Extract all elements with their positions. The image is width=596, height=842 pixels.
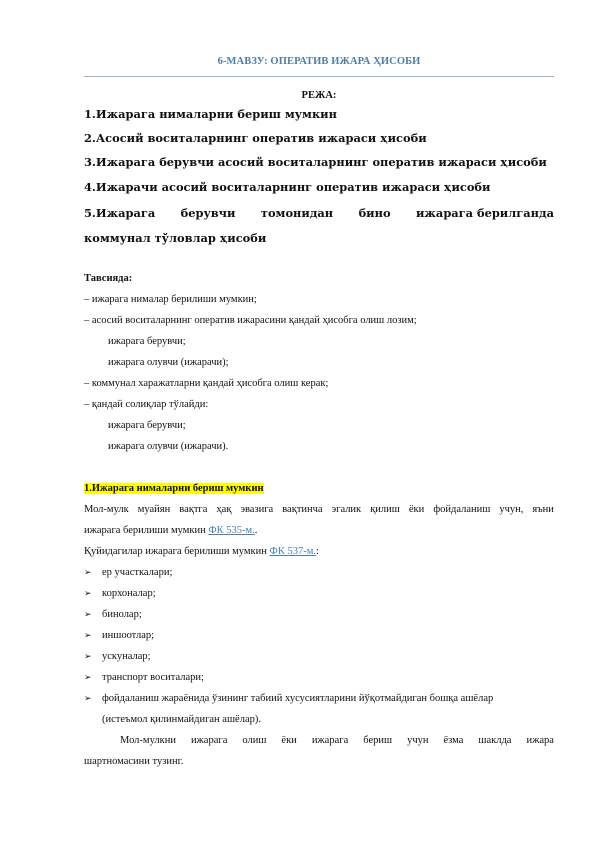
recommendation-subline: ижарага берувчи; bbox=[108, 336, 186, 347]
word: бериш bbox=[363, 735, 393, 746]
topic-title: 6-МАВЗУ: ОПЕРАТИВ ИЖАРА ҲИСОБИ bbox=[217, 56, 421, 67]
plan-item-5-word: бино bbox=[358, 206, 391, 220]
word: учун bbox=[407, 735, 429, 746]
list-item-text: иншоотлар; bbox=[102, 630, 155, 641]
list-item-text: транспорт воситалари; bbox=[102, 672, 204, 683]
word: ижарага bbox=[311, 735, 349, 746]
paragraph-2-text: Қуйидагилар ижарага берилиши мумкин bbox=[84, 546, 270, 557]
plan-item-4: 4.Ижарачи асосий воситаларнинг оператив ижараси ҳисоби bbox=[84, 180, 491, 194]
recommendations-heading: Тавсияда: bbox=[84, 273, 133, 284]
section-1-heading: 1.Ижарага нималарни бериш мумкин bbox=[84, 483, 264, 494]
section-1-heading-row bbox=[84, 483, 554, 494]
word: олиш bbox=[242, 735, 267, 746]
word: шаклда bbox=[478, 735, 512, 746]
word: ижара bbox=[526, 735, 554, 746]
word: фойдаланиш bbox=[433, 504, 491, 515]
word: Мол-мулк bbox=[84, 504, 129, 515]
arrow-bullet-icon: ➢ bbox=[84, 693, 92, 703]
list-item-text: ер участкалари; bbox=[102, 567, 173, 578]
word: яъни bbox=[532, 504, 554, 515]
civil-code-537-link[interactable]: ФК 537-м. bbox=[269, 546, 316, 557]
plan-item-5-continuation: коммунал тўловлар ҳисоби bbox=[84, 231, 267, 245]
recommendation-line: – ижарага нималар берилиши мумкин; bbox=[84, 294, 257, 305]
final-paragraph-line-2: шартномасини тузинг. bbox=[84, 756, 184, 767]
arrow-bullet-icon: ➢ bbox=[84, 588, 92, 598]
paragraph-1-text: ижарага берилиши мумкин bbox=[84, 525, 209, 536]
plan-heading: РЕЖА: bbox=[301, 90, 337, 101]
recommendation-line: – асосий воситаларнинг оператив ижарасини қандай ҳисобга олиш лозим; bbox=[84, 315, 417, 326]
list-item-continuation: (истеъмол қилинмайдиган ашёлар). bbox=[102, 714, 261, 725]
word: эвазига bbox=[240, 504, 274, 515]
list-item-text: ускуналар; bbox=[102, 651, 151, 662]
paragraph-2-suffix: : bbox=[315, 546, 319, 557]
plan-item-2: 2.Асосий воситаларнинг оператив ижараси ҳисоби bbox=[84, 131, 427, 145]
arrow-bullet-icon: ➢ bbox=[84, 567, 92, 577]
recommendation-subline: ижарага берувчи; bbox=[108, 420, 186, 431]
word: Мол-мулкни bbox=[120, 735, 176, 746]
arrow-bullet-icon: ➢ bbox=[84, 630, 92, 640]
recommendation-line: – коммунал харажатларни қандай ҳисобга олиш керак; bbox=[84, 378, 329, 389]
word: қилиш bbox=[370, 504, 400, 515]
arrow-bullet-icon: ➢ bbox=[84, 609, 92, 619]
word: ёки bbox=[408, 504, 425, 515]
word: эгалик bbox=[331, 504, 362, 515]
word: ёки bbox=[281, 735, 297, 746]
list-item-text: бинолар; bbox=[102, 609, 142, 620]
plan-item-1: 1.Ижарага нималарни бериш мумкин bbox=[84, 107, 337, 121]
list-item-text: корхоналар; bbox=[102, 588, 156, 599]
plan-item-5-word: 5.Ижарага bbox=[84, 206, 156, 220]
word: ижарага bbox=[190, 735, 228, 746]
arrow-bullet-icon: ➢ bbox=[84, 672, 92, 682]
plan-item-5 bbox=[84, 206, 554, 220]
final-paragraph-line-1 bbox=[120, 735, 554, 746]
paragraph-1-suffix: . bbox=[254, 525, 258, 536]
word: вақтинча bbox=[282, 504, 323, 515]
plan-item-5-word: берувчи bbox=[180, 206, 236, 220]
plan-item-3: 3.Ижарага берувчи асосий воситаларнинг оператив ижараси ҳисоби bbox=[84, 155, 547, 169]
recommendation-line: – қандай солиқлар тўлайди: bbox=[84, 399, 209, 410]
paragraph-1-line-2 bbox=[84, 525, 554, 536]
word: учун, bbox=[499, 504, 524, 515]
civil-code-535-link[interactable]: ФК 535-м. bbox=[208, 525, 255, 536]
plan-item-5-word: томонидан bbox=[260, 206, 334, 220]
paragraph-1-line-1 bbox=[84, 504, 554, 515]
plan-item-5-word: ижарага берилганда bbox=[415, 206, 554, 220]
word: ёзма bbox=[443, 735, 464, 746]
recommendation-subline: ижарага олувчи (ижарачи). bbox=[108, 441, 229, 452]
paragraph-2 bbox=[84, 546, 554, 557]
word: ҳақ bbox=[216, 504, 232, 515]
arrow-bullet-icon: ➢ bbox=[84, 651, 92, 661]
title-divider bbox=[84, 76, 554, 77]
word: муайян bbox=[137, 504, 171, 515]
recommendation-subline: ижарага олувчи (ижарачи); bbox=[108, 357, 229, 368]
list-item-text: фойдаланиш жараёнида ўзининг табиий хусусиятларини йўқотмайдиган бошқа ашёлар bbox=[102, 693, 494, 704]
word: вақтга bbox=[179, 504, 208, 515]
